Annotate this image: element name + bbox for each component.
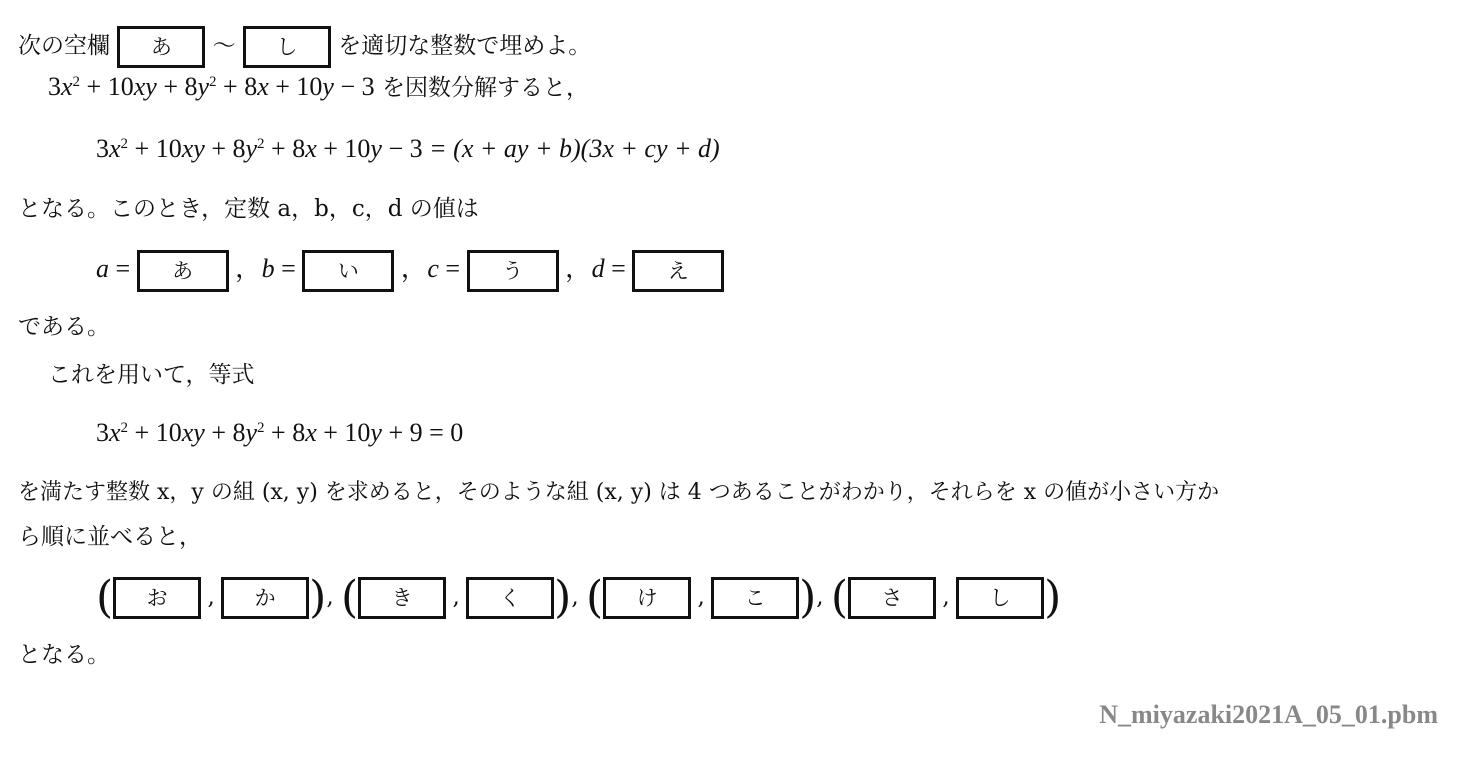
answer-box-b: い: [302, 250, 394, 292]
var-d: d: [591, 253, 605, 283]
pair4-first-box: さ: [848, 577, 936, 619]
factorization-rhs: = (x + ay + b)(3x + cy + d): [429, 134, 720, 163]
pair4-second-box: し: [956, 577, 1044, 619]
factorization-equation: $3x^2 + 10xy + 8y^2 + 8x + 10y - 3 = (x$ + ay + b)(3x + cy + d): [96, 134, 720, 163]
constants-intro: となる。このとき，定数 a，b，c，d の値は: [18, 196, 479, 222]
intro-last-box: し: [243, 26, 331, 68]
answer-row: a = あ ， b = い ， c = う ， d = え: [96, 250, 724, 292]
intro-first-box: あ: [117, 26, 205, 68]
pair3-first-box: け: [603, 577, 691, 619]
conclusion-text: である。: [18, 314, 110, 340]
answer-box-d: え: [632, 250, 724, 292]
polynomial-expression: $3x^2 + 10xy + 8y^2 + 8x + 10y - 3$: [48, 72, 375, 101]
pairs-row: ( お , か ), ( き , く ), ( け , こ ), ( さ , し ): [96, 572, 1062, 623]
answer-box-c: う: [467, 250, 559, 292]
var-b: b: [261, 253, 275, 283]
var-c: c: [427, 253, 439, 283]
intro-prefix: 次の空欄: [18, 33, 110, 59]
pair2-second-box: く: [466, 577, 554, 619]
var-a: a: [96, 253, 109, 283]
pair3-second-box: こ: [711, 577, 799, 619]
pair1-second-box: か: [221, 577, 309, 619]
target-equation: $3x^2 + 10xy + 8y^2 + 8x + 10y + 9 = 0$: [96, 418, 464, 447]
polynomial-suffix: を因数分解すると，: [381, 75, 589, 101]
intro-tilde: 〜: [212, 33, 236, 59]
intro-suffix: を適切な整数で埋めよ。: [338, 33, 592, 59]
polynomial-line: [48, 72, 589, 103]
pair1-first-box: お: [113, 577, 201, 619]
pairs-description: を満たす整数 x，y の組 (x, y) を求めると，そのような組 (x, y) は 4 つあることがわかり，それらを x の値が小さい方か: [18, 480, 1220, 505]
equation-rhs: + 9 = 0: [388, 418, 464, 447]
use-this-text: これを用いて，等式: [48, 362, 255, 388]
footer-filename: N_miyazaki2021A_05_01.pbm: [1099, 700, 1438, 729]
pair2-first-box: き: [358, 577, 446, 619]
closing-text: となる。: [18, 642, 110, 668]
answer-box-a: あ: [137, 250, 229, 292]
intro-line: [18, 26, 591, 68]
pairs-order-text: ら順に並べると，: [18, 524, 202, 550]
